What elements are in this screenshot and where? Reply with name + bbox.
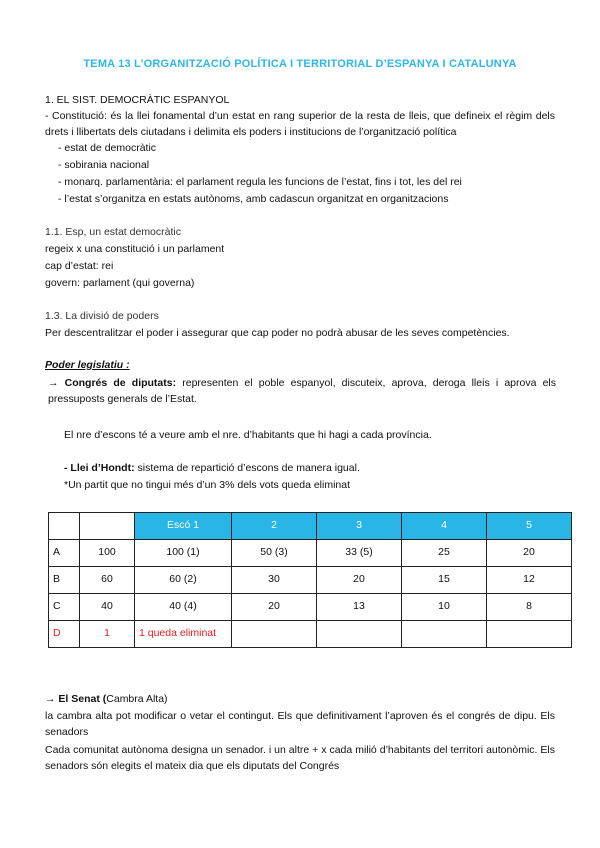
table-row [49, 594, 572, 621]
table-header-row [49, 513, 572, 540]
section-1-1-heading: 1.1. Esp, un estat democràtic [45, 226, 181, 238]
quotient-cell: 15 [402, 567, 487, 594]
quotient-cell: 100 (1) [135, 540, 232, 567]
bullet-item: - monarq. parlamentària: el parlament regula les funcions de l’estat, fins i tot, les del rei [58, 176, 462, 188]
quotient-cell: 60 (2) [135, 567, 232, 594]
party-cell: D [49, 621, 80, 648]
bullet-item: - estat de democràtic [58, 142, 157, 154]
section-1-3-heading: 1.3. La divisió de poders [45, 310, 159, 322]
seats-note: El nre d’escons té a veure amb el nre. d’habitants que hi hagi a cada província. [64, 429, 432, 441]
table-header-empty [80, 513, 135, 540]
section-1-1-line: govern: parlament (qui governa) [45, 277, 195, 289]
legislative-heading: Poder legislatiu : [45, 359, 130, 371]
table-header-cell: 3 [317, 513, 402, 540]
quotient-cell: 33 (5) [317, 540, 402, 567]
table-header-cell: 2 [232, 513, 317, 540]
congress-label: → Congrés de diputats: [48, 377, 177, 389]
party-cell: A [49, 540, 80, 567]
hondt-line [64, 461, 360, 477]
quotient-cell: 20 [232, 594, 317, 621]
table-header-cell: Escó 1 [135, 513, 232, 540]
quotient-cell: 25 [402, 540, 487, 567]
section-1-3-text: Per descentralitzar el poder i assegurar que cap poder no podrà abusar de les seves competències. [45, 327, 510, 339]
hondt-table [48, 512, 572, 648]
table-header-cell: 5 [487, 513, 572, 540]
quotient-cell: 12 [487, 567, 572, 594]
quotient-cell: 30 [232, 567, 317, 594]
quotient-cell: 50 (3) [232, 540, 317, 567]
votes-cell: 60 [80, 567, 135, 594]
table-header-cell: 4 [402, 513, 487, 540]
section-1-1-line: cap d’estat: rei [45, 260, 114, 272]
senate-heading-rest: Cambra Alta) [106, 693, 168, 705]
party-cell: C [49, 594, 80, 621]
congress-paragraph [48, 376, 556, 408]
votes-cell: 100 [80, 540, 135, 567]
senate-heading-prefix: → El Senat ( [45, 693, 107, 705]
quotient-cell [232, 621, 317, 648]
quotient-cell: 10 [402, 594, 487, 621]
quotient-cell: 8 [487, 594, 572, 621]
senate-paragraph-1: la cambra alta pot modificar o vetar el contingut. Els que definitivament l’aproven és el congrés de dipu. Els senadors [45, 710, 555, 738]
quotient-cell: 40 (4) [135, 594, 232, 621]
quotient-cell: 20 [487, 540, 572, 567]
table-header-empty [49, 513, 80, 540]
votes-cell: 1 [80, 621, 135, 648]
quotient-cell: 13 [317, 594, 402, 621]
congress-text: representen el poble espanyol, discuteix, aprova, deroga lleis i aprova els pressuposts generals de l’Estat. [48, 377, 556, 405]
section-1-heading: 1. EL SIST. DEMOCRÀTIC ESPANYOL [45, 94, 230, 106]
party-cell: B [49, 567, 80, 594]
senate-paragraph-2: Cada comunitat autònoma designa un senador. i un altre + x cada milió d’habitants del territori autonòmic. Els senadors són elegits el mateix dia que els diputats del Congrés [45, 744, 555, 772]
threshold-note: *Un partit que no tingui més d’un 3% dels vots queda eliminat [64, 479, 351, 491]
table-row-eliminated [49, 621, 572, 648]
votes-cell: 40 [80, 594, 135, 621]
quotient-cell [317, 621, 402, 648]
page-title: TEMA 13 L’ORGANITZACIÓ POLÍTICA I TERRITORIAL D’ESPANYA I CATALUNYA [83, 58, 517, 70]
bullet-item: - sobirania nacional [58, 159, 150, 171]
senate-heading [45, 692, 168, 708]
constitution-paragraph: - Constitució: és la llei fonamental d’un estat en rang superior de la resta de lleis, que defineix el règim dels drets i llibertats dels ciutadans i delimita els poders i institucions de l’organització política [45, 110, 555, 138]
section-1-1-line: regeix x una constitució i un parlament [45, 243, 225, 255]
hondt-text: sistema de repartició d’escons de manera igual. [134, 462, 360, 474]
eliminated-note-cell: 1 queda eliminat [135, 621, 232, 648]
quotient-cell [402, 621, 487, 648]
quotient-cell: 20 [317, 567, 402, 594]
bullet-item: - l’estat s’organitza en estats autònoms, amb cadascun organitzat en organitzacions [58, 193, 449, 205]
hondt-label: - Llei d’Hondt: [64, 462, 135, 474]
table-row [49, 540, 572, 567]
quotient-cell [487, 621, 572, 648]
table-row [49, 567, 572, 594]
